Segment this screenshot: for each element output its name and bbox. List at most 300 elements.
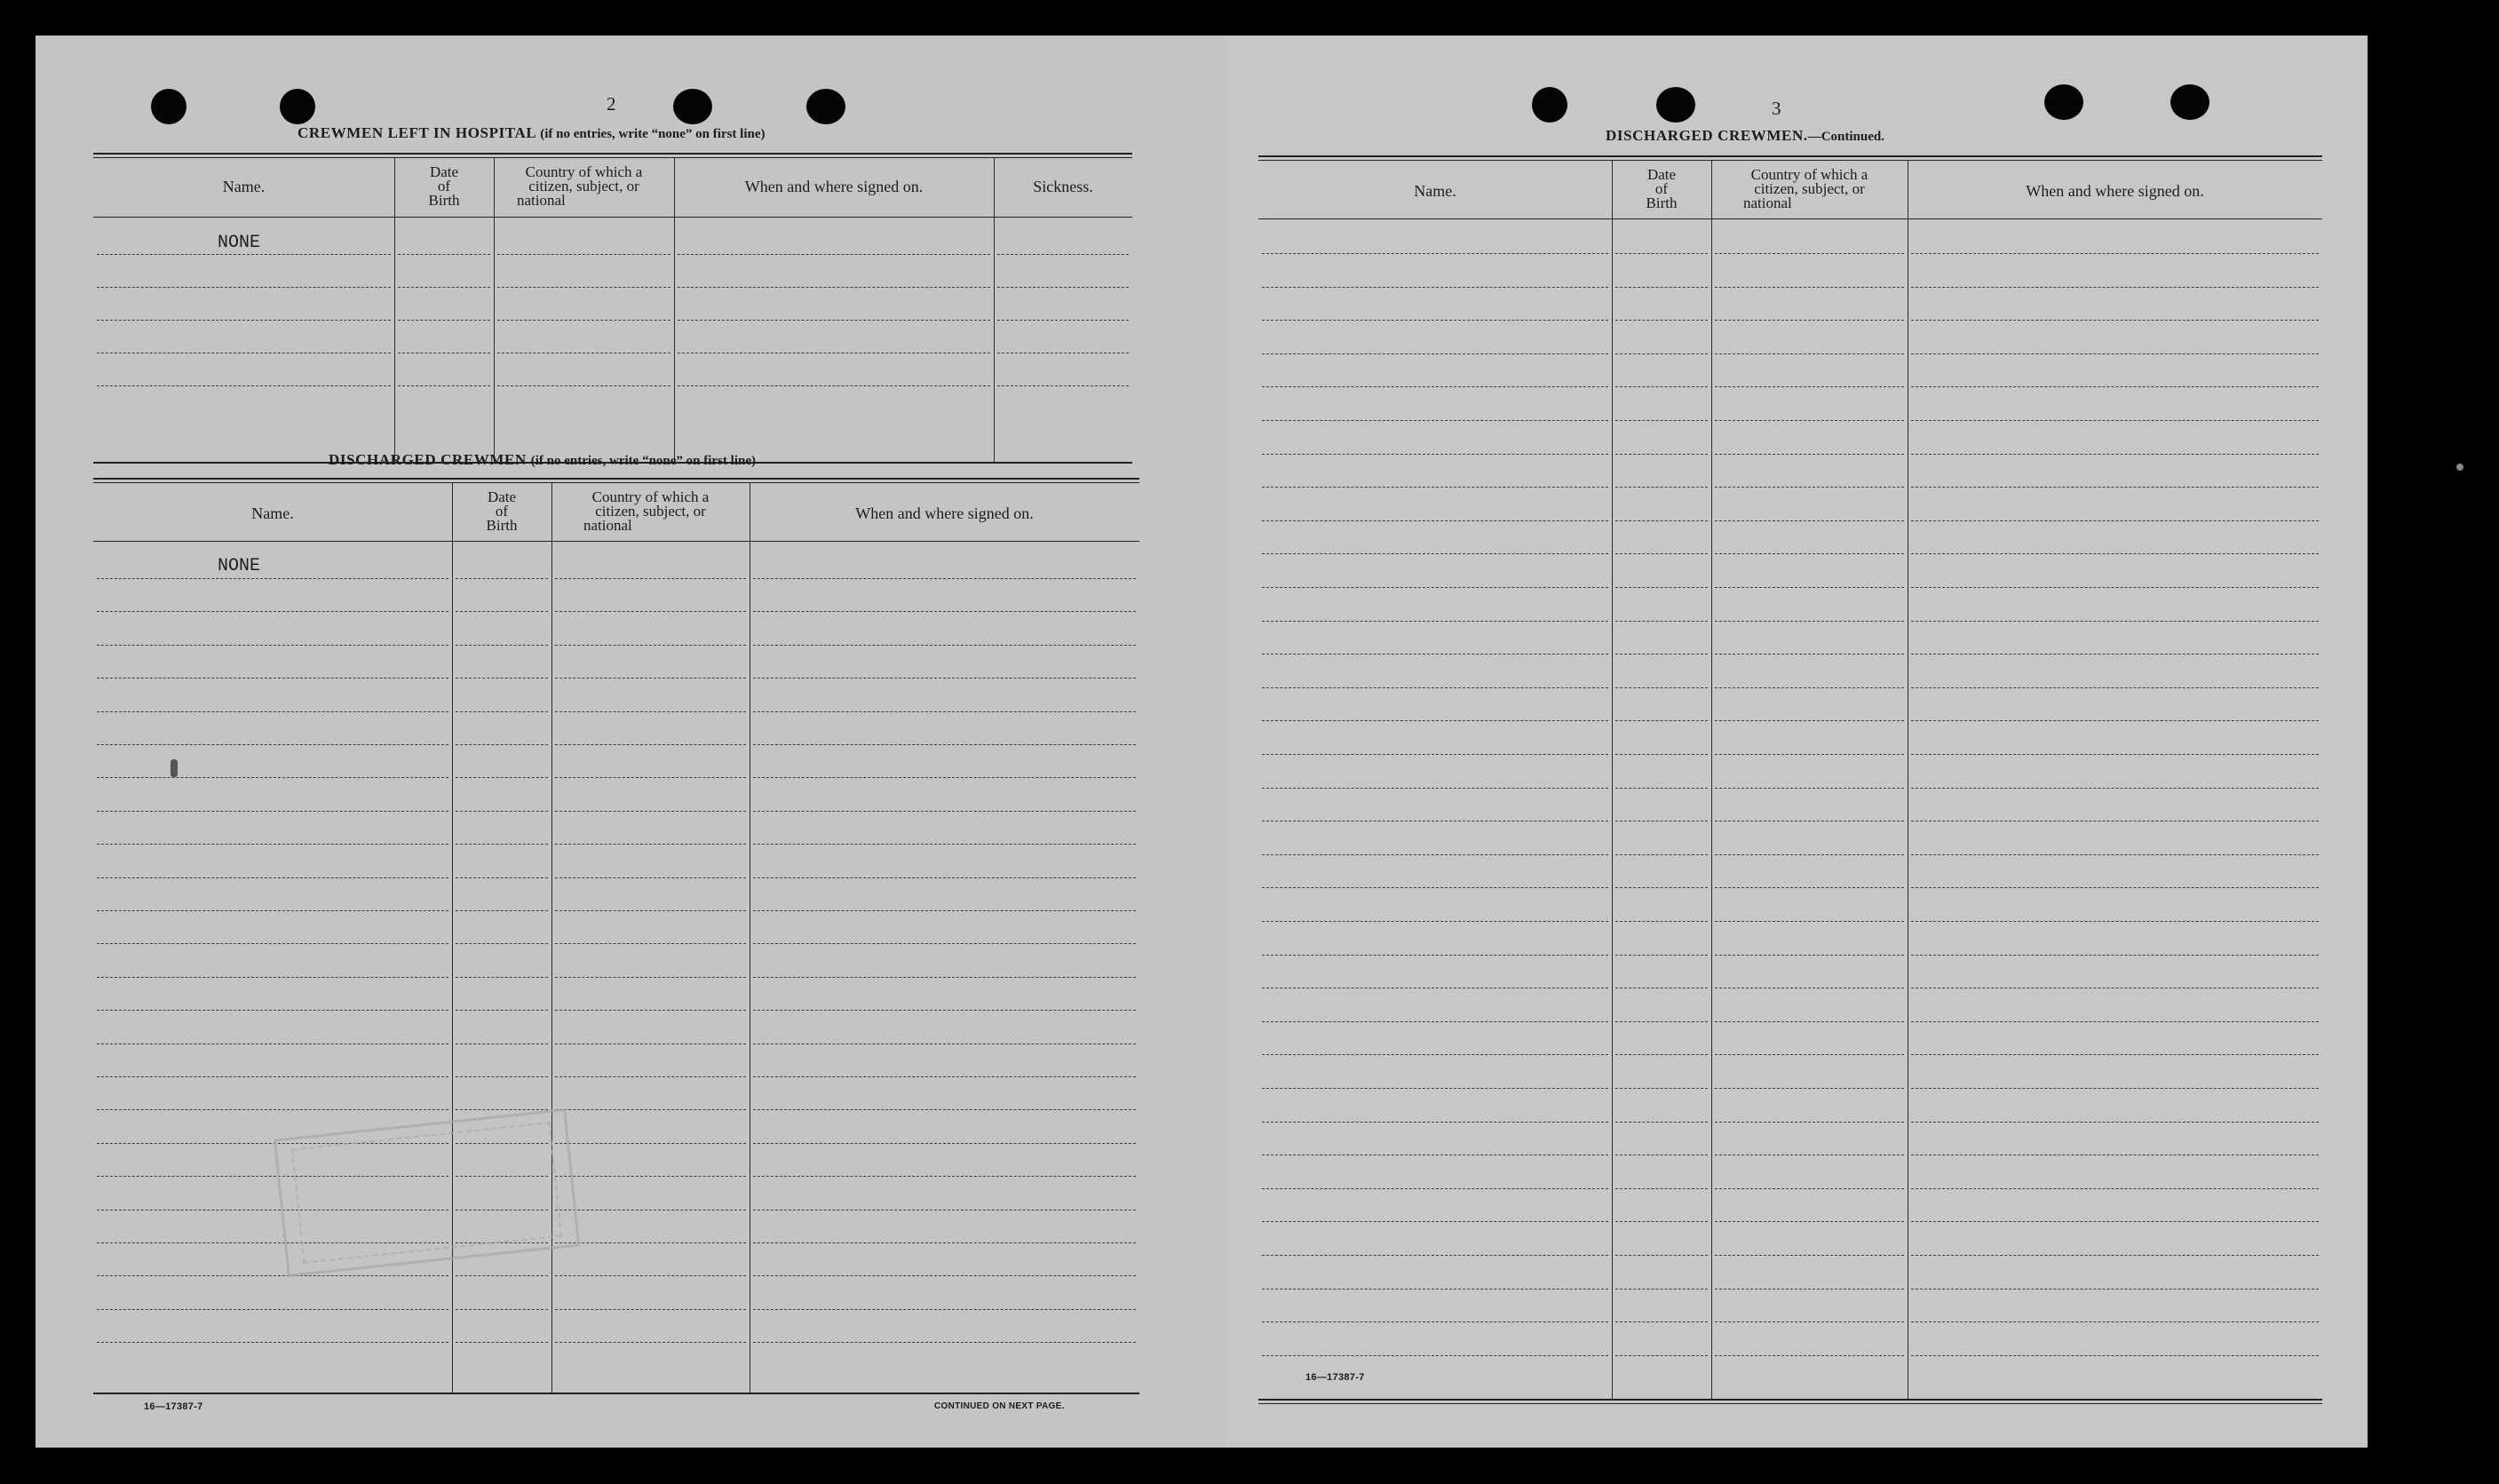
dob-line: Date	[1646, 166, 1677, 183]
entry-line	[753, 611, 1136, 612]
entry-line	[1911, 353, 2319, 354]
country-line: national	[517, 192, 566, 209]
entry-line	[555, 1176, 746, 1177]
discharged-instruction: (if no entries, write “none” on first line)	[530, 454, 756, 468]
entry-line	[456, 943, 548, 944]
entry-line	[1262, 887, 1608, 888]
dob-line: Birth	[1646, 194, 1678, 211]
entry-line	[97, 1342, 448, 1343]
entry-line	[555, 1010, 746, 1011]
entry-line	[555, 977, 746, 978]
entry-line	[1715, 587, 1904, 588]
entry-line	[1715, 754, 1904, 755]
entry-line	[97, 910, 448, 911]
entry-line	[1262, 854, 1608, 855]
punch-hole-icon	[2044, 84, 2083, 120]
name-entry: NONE	[218, 556, 261, 576]
entry-line	[1911, 253, 2319, 254]
entry-line	[1262, 1054, 1608, 1055]
entry-line	[1911, 955, 2319, 956]
top-rule	[93, 153, 1132, 155]
entry-line	[1911, 386, 2319, 387]
entry-line	[753, 1309, 1136, 1310]
entry-line	[1262, 287, 1608, 288]
entry-line	[1715, 1021, 1904, 1022]
column-header-dob	[394, 165, 494, 208]
entry-line	[555, 1076, 746, 1077]
entry-line	[1262, 587, 1608, 588]
entry-line	[1715, 1221, 1904, 1222]
entry-line	[1262, 1321, 1608, 1322]
entry-line	[1911, 854, 2319, 855]
entry-line	[1262, 955, 1608, 956]
entry-line	[1262, 1355, 1608, 1356]
discharged-title-text: DISCHARGED CREWMEN	[329, 451, 527, 468]
top-rule-2	[93, 157, 1132, 158]
entry-line	[1615, 788, 1708, 789]
entry-line	[456, 777, 548, 778]
entry-line	[1911, 1321, 2319, 1322]
entry-line	[1615, 1122, 1708, 1123]
title-suffix: —Continued.	[1807, 130, 1884, 144]
entry-line	[1911, 1221, 2319, 1222]
entry-line	[555, 1309, 746, 1310]
entry-line	[753, 1076, 1136, 1077]
entry-line	[456, 611, 548, 612]
top-rule	[93, 478, 1139, 480]
continued-note: CONTINUED ON NEXT PAGE.	[934, 1401, 1065, 1411]
entry-line	[1262, 1021, 1608, 1022]
entry-line	[456, 1076, 548, 1077]
entry-line	[1715, 788, 1904, 789]
entry-line	[97, 1109, 448, 1110]
entry-line	[1262, 454, 1608, 455]
entry-line	[97, 744, 448, 745]
entry-line	[555, 1242, 746, 1243]
entry-line	[1615, 1255, 1708, 1256]
entry-line	[1911, 420, 2319, 421]
column-header-signed: When and where signed on.	[855, 504, 1034, 522]
header-rule	[1258, 218, 2322, 219]
entry-line	[97, 1076, 448, 1077]
entry-line	[456, 1309, 548, 1310]
header-rule	[93, 217, 1132, 218]
entry-line	[1615, 854, 1708, 855]
entry-line	[1615, 553, 1708, 554]
entry-line	[1911, 1021, 2319, 1022]
margin-mark	[2456, 464, 2463, 471]
entry-line	[97, 320, 391, 321]
entry-line	[1615, 420, 1708, 421]
entry-line	[1715, 287, 1904, 288]
entry-line	[1715, 520, 1904, 521]
entry-line	[1615, 754, 1708, 755]
entry-line	[555, 711, 746, 712]
entry-line	[1615, 587, 1708, 588]
bottom-rule	[93, 1393, 1139, 1394]
hospital-section-title	[298, 124, 766, 142]
form-number: 16—17387-7	[1305, 1372, 1365, 1383]
entry-line	[97, 777, 448, 778]
entry-line	[1715, 1255, 1904, 1256]
entry-line	[97, 578, 448, 579]
entry-line	[1615, 1321, 1708, 1322]
entry-line	[1262, 553, 1608, 554]
entry-line	[997, 320, 1129, 321]
entry-line	[555, 910, 746, 911]
punch-hole-icon	[280, 89, 315, 124]
dob-line: Birth	[428, 192, 460, 209]
entry-line	[555, 943, 746, 944]
entry-line	[678, 320, 990, 321]
entry-line	[1715, 621, 1904, 622]
entry-line	[456, 711, 548, 712]
column-header-country	[494, 165, 674, 208]
entry-line	[753, 1010, 1136, 1011]
entry-line	[1262, 1255, 1608, 1256]
column-header-country	[1711, 168, 1908, 210]
entry-line	[1615, 720, 1708, 721]
entry-line	[1262, 754, 1608, 755]
entry-line	[1262, 353, 1608, 354]
entry-line	[1715, 887, 1904, 888]
entry-line	[1262, 520, 1608, 521]
entry-line	[497, 287, 670, 288]
discharged-section-title	[329, 451, 756, 469]
entry-line	[555, 844, 746, 845]
column-header-name: Name.	[222, 178, 266, 195]
entry-line	[456, 910, 548, 911]
top-rule-2	[1258, 160, 2322, 161]
punch-hole-icon	[806, 89, 845, 124]
entry-line	[678, 385, 990, 386]
country-line: Country of which a	[525, 163, 643, 180]
entry-line	[1715, 353, 1904, 354]
entry-line	[456, 1342, 548, 1343]
entry-line	[97, 1275, 448, 1276]
discharged-continued-table	[1258, 155, 2322, 1406]
entry-line	[1262, 1188, 1608, 1189]
entry-line	[97, 844, 448, 845]
header-rule	[93, 541, 1139, 542]
country-line: citizen, subject, or	[1754, 180, 1865, 197]
entry-line	[997, 385, 1129, 386]
entry-line	[678, 254, 990, 255]
entry-line	[1911, 720, 2319, 721]
entry-line	[1911, 1255, 2319, 1256]
entry-line	[753, 744, 1136, 745]
entry-line	[1615, 353, 1708, 354]
entry-line	[1615, 386, 1708, 387]
column-header-dob	[452, 490, 551, 533]
entry-line	[456, 744, 548, 745]
entry-line	[456, 877, 548, 878]
country-line: Country of which a	[591, 488, 710, 505]
entry-line	[1715, 955, 1904, 956]
entry-line	[753, 844, 1136, 845]
stamp-border	[291, 1122, 562, 1264]
entry-line	[1615, 887, 1708, 888]
top-rule-2	[93, 482, 1139, 483]
entry-line	[456, 1275, 548, 1276]
entry-line	[1715, 1088, 1904, 1089]
column-header-dob	[1612, 168, 1711, 210]
punch-hole-icon	[2170, 84, 2209, 120]
entry-line	[1715, 1122, 1904, 1123]
entry-line	[1615, 921, 1708, 922]
entry-line	[1715, 1188, 1904, 1189]
entry-line	[398, 254, 490, 255]
punch-hole-icon	[1532, 87, 1567, 123]
entry-line	[753, 777, 1136, 778]
entry-line	[97, 811, 448, 812]
entry-line	[1262, 1289, 1608, 1290]
entry-line	[1911, 287, 2319, 288]
entry-line	[97, 254, 391, 255]
entry-line	[1715, 320, 1904, 321]
column-header-signed: When and where signed on.	[744, 178, 924, 195]
page-number: 3	[1772, 98, 1781, 119]
punch-hole-icon	[673, 89, 712, 124]
entry-line	[1615, 1355, 1708, 1356]
entry-line	[1911, 887, 2319, 888]
entry-line	[456, 1109, 548, 1110]
entry-line	[1262, 720, 1608, 721]
entry-line	[1911, 553, 2319, 554]
entry-line	[1615, 253, 1708, 254]
entry-line	[1715, 386, 1904, 387]
entry-line	[753, 645, 1136, 646]
entry-line	[753, 1275, 1136, 1276]
punch-hole-icon	[151, 89, 186, 124]
entry-line	[1715, 253, 1904, 254]
entry-line	[456, 844, 548, 845]
entry-line	[1262, 253, 1608, 254]
entry-line	[1615, 1188, 1708, 1189]
entry-line	[1911, 1289, 2319, 1290]
entry-line	[1911, 1088, 2319, 1089]
dob-line: of	[437, 178, 451, 194]
entry-line	[1615, 955, 1708, 956]
entry-line	[456, 811, 548, 812]
entry-line	[555, 1342, 746, 1343]
country-line: national	[583, 517, 632, 534]
left-page	[36, 36, 1226, 1448]
form-number: 16—17387-7	[144, 1401, 203, 1412]
entry-line	[1615, 287, 1708, 288]
discharged-table	[93, 478, 1139, 1396]
entry-line	[1715, 1289, 1904, 1290]
entry-line	[555, 811, 746, 812]
country-line: citizen, subject, or	[595, 503, 706, 520]
entry-line	[1715, 1321, 1904, 1322]
entry-line	[753, 1342, 1136, 1343]
entry-line	[456, 1010, 548, 1011]
entry-line	[997, 287, 1129, 288]
name-entry: NONE	[218, 233, 261, 253]
entry-line	[456, 977, 548, 978]
entry-line	[1262, 788, 1608, 789]
column-divider	[1612, 160, 1613, 1399]
entry-line	[456, 578, 548, 579]
entry-line	[1615, 1021, 1708, 1022]
entry-line	[1615, 1289, 1708, 1290]
page-number: 2	[607, 93, 616, 115]
column-divider	[551, 482, 552, 1393]
entry-line	[398, 385, 490, 386]
entry-line	[1262, 921, 1608, 922]
bottom-rule-2	[1258, 1403, 2322, 1404]
entry-line	[97, 385, 391, 386]
entry-line	[1262, 1088, 1608, 1089]
hospital-table	[93, 153, 1132, 469]
entry-line	[555, 877, 746, 878]
entry-line	[1615, 454, 1708, 455]
column-divider	[994, 157, 995, 462]
entry-line	[97, 645, 448, 646]
entry-line	[555, 1109, 746, 1110]
entry-line	[1615, 520, 1708, 521]
entry-line	[1911, 921, 2319, 922]
column-header-name: Name.	[1414, 182, 1456, 200]
dob-line: Date	[487, 488, 517, 505]
entry-line	[1911, 320, 2319, 321]
punch-hole-icon	[1656, 87, 1695, 123]
entry-line	[456, 645, 548, 646]
bottom-rule	[1258, 1399, 2322, 1401]
entry-line	[1715, 420, 1904, 421]
entry-line	[1262, 654, 1608, 655]
entry-line	[753, 678, 1136, 679]
entry-line	[1715, 454, 1904, 455]
entry-line	[1262, 386, 1608, 387]
entry-line	[1715, 654, 1904, 655]
entry-line	[398, 287, 490, 288]
entry-line	[97, 1309, 448, 1310]
entry-line	[398, 320, 490, 321]
entry-line	[497, 385, 670, 386]
entry-line	[753, 578, 1136, 579]
entry-line	[1911, 1355, 2319, 1356]
entry-line	[1262, 621, 1608, 622]
entry-line	[1911, 1188, 2319, 1189]
entry-line	[1911, 454, 2319, 455]
column-header-name: Name.	[251, 504, 294, 522]
entry-line	[1911, 687, 2319, 688]
entry-line	[1911, 654, 2319, 655]
entry-line	[555, 645, 746, 646]
entry-line	[1911, 621, 2319, 622]
column-divider	[674, 157, 675, 462]
entry-line	[555, 578, 746, 579]
country-line: Country of which a	[1750, 166, 1868, 183]
entry-line	[1715, 1054, 1904, 1055]
entry-line	[1262, 687, 1608, 688]
dob-line: Date	[429, 163, 459, 180]
entry-line	[753, 1176, 1136, 1177]
entry-line	[555, 1143, 746, 1144]
entry-line	[753, 943, 1136, 944]
entry-line	[1615, 487, 1708, 488]
entry-line	[1262, 487, 1608, 488]
entry-line	[555, 777, 746, 778]
entry-line	[1911, 520, 2319, 521]
entry-line	[753, 1109, 1136, 1110]
entry-line	[1615, 1088, 1708, 1089]
entry-line	[456, 678, 548, 679]
entry-line	[1262, 320, 1608, 321]
entry-line	[97, 611, 448, 612]
entry-line	[1715, 720, 1904, 721]
right-page	[1226, 36, 2368, 1448]
entry-line	[497, 254, 670, 255]
hospital-instruction: (if no entries, write “none” on first line)	[540, 127, 766, 141]
entry-line	[1615, 320, 1708, 321]
entry-line	[1615, 621, 1708, 622]
entry-line	[1615, 687, 1708, 688]
entry-line	[497, 320, 670, 321]
entry-line	[1262, 1221, 1608, 1222]
entry-line	[97, 287, 391, 288]
column-header-signed: When and where signed on.	[2026, 182, 2204, 200]
entry-line	[1911, 587, 2319, 588]
entry-line	[1715, 1355, 1904, 1356]
column-header-sickness: Sickness.	[1033, 178, 1093, 195]
entry-line	[1911, 487, 2319, 488]
entry-line	[753, 910, 1136, 911]
top-rule	[1258, 155, 2322, 157]
entry-line	[97, 678, 448, 679]
entry-line	[753, 1242, 1136, 1243]
entry-line	[97, 977, 448, 978]
entry-line	[555, 1275, 746, 1276]
entry-line	[97, 943, 448, 944]
entry-line	[1262, 1122, 1608, 1123]
country-line: national	[1743, 194, 1792, 211]
dob-line: of	[1654, 180, 1669, 197]
entry-line	[997, 254, 1129, 255]
entry-line	[1715, 553, 1904, 554]
entry-line	[753, 977, 1136, 978]
entry-line	[555, 678, 746, 679]
entry-line	[97, 711, 448, 712]
column-divider	[1711, 160, 1712, 1399]
entry-line	[1911, 1054, 2319, 1055]
entry-line	[753, 877, 1136, 878]
dob-line: of	[495, 503, 509, 520]
entry-line	[97, 877, 448, 878]
entry-line	[1715, 854, 1904, 855]
entry-line	[555, 611, 746, 612]
entry-line	[753, 1143, 1136, 1144]
entry-line	[753, 811, 1136, 812]
entry-line	[97, 1010, 448, 1011]
entry-line	[1911, 788, 2319, 789]
entry-line	[1715, 687, 1904, 688]
title-text: DISCHARGED CREWMEN.	[1606, 127, 1808, 144]
entry-line	[678, 287, 990, 288]
column-header-country	[551, 490, 750, 533]
entry-line	[1911, 754, 2319, 755]
discharged-continued-title	[1606, 127, 1884, 145]
entry-line	[1615, 1054, 1708, 1055]
entry-line	[1715, 487, 1904, 488]
country-line: citizen, subject, or	[528, 178, 639, 194]
entry-line	[1615, 654, 1708, 655]
hospital-title-text: CREWMEN LEFT IN HOSPITAL	[298, 124, 536, 141]
entry-line	[753, 711, 1136, 712]
entry-line	[1715, 921, 1904, 922]
